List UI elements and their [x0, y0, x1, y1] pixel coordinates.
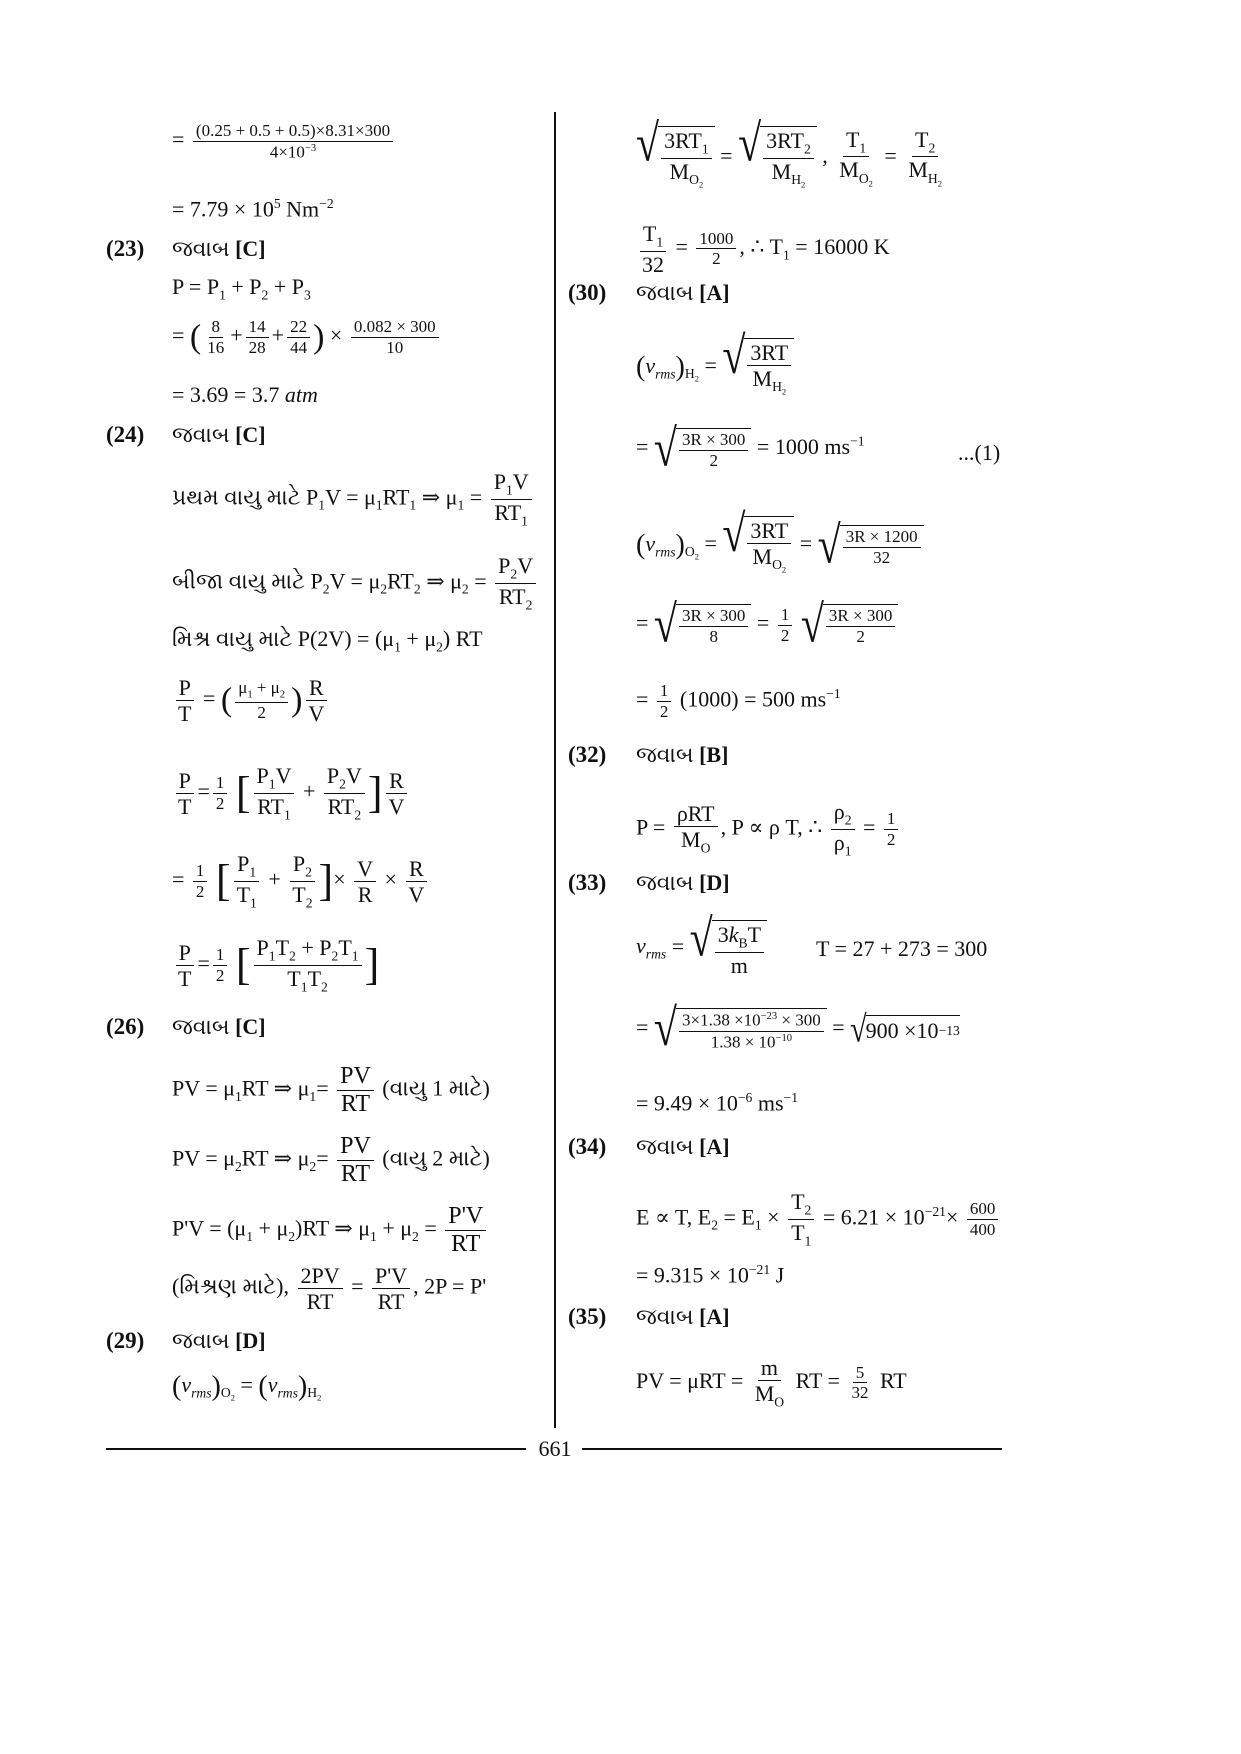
answer-label: જવાબ [A]	[636, 280, 730, 305]
answer-label: જવાબ [D]	[636, 870, 730, 895]
question-number: (33)	[568, 870, 607, 895]
equation: $(v_{rms})_{O_2} = (v_{rms})_{H_2}$	[172, 1370, 322, 1404]
equation: = $9.315 \times 10^{-21}$ J	[636, 1262, 785, 1288]
equation: E ∝ T, $E_2 = E_1$ × $\frac{T_2}{T_1}$ = $6.21 \times 10^{-21}\times$ $\frac{600}{400}$	[636, 1190, 1001, 1248]
answer-label: જવાબ [B]	[636, 742, 729, 767]
equation: $\frac{P}{T}$ = $\frac{1}{2}$ [ $\frac{P_1T_2 + P_2T_1}{T_1T_2}$ ]	[172, 936, 379, 994]
equation: √ $\frac{3RT_1}{M_{O_2}}$ = √ $\frac{3RT_2}{M_{H_2}}$ , $\frac{T_1}{M_{O_2}}$ = $\frac{T_2}{M_{H_2}}$	[636, 115, 942, 190]
answer-label: જવાબ [A]	[636, 1134, 730, 1159]
question-number: (35)	[568, 1304, 607, 1329]
column-divider	[554, 112, 556, 1428]
equation: = ( $\frac{8}{16}$ + $\frac{14}{28}$ + $\frac{22}{44}$ ) × $\frac{0.082 \times 300}{10}$	[172, 318, 442, 357]
equation: $P = P_1 + P_2 + P_3$	[172, 274, 311, 303]
equation: PV = $\mu_1RT$ ⇒ $\mu_1=$ $\frac{PV}{RT}$ (વાયુ 1 માટે)	[172, 1063, 490, 1118]
eq-carry-1: = $\frac{(0.25 + 0.5 + 0.5)\times 8.31\times 300}{4\times 10^{-3}}$	[172, 122, 396, 161]
answer-label: જવાબ [C]	[172, 1014, 266, 1039]
answer-label: જવાબ [D]	[172, 1328, 266, 1353]
equation: (મિશ્રણ માટે), $\frac{2PV}{RT}$ = $\frac{P'V}{RT}$ , 2P = P'	[172, 1263, 487, 1315]
question-number: (32)	[568, 742, 607, 767]
equation: $P'V = (\mu_1 + \mu_2)RT$ ⇒ $\mu_1 + \mu_2$ = $\frac{P'V}{RT}$	[172, 1204, 489, 1257]
equation-ref: ...(1)	[958, 440, 1001, 465]
equation: $v_{rms}$ = √ $\frac{3k_BT}{m}$	[636, 920, 767, 977]
equation: P = $\frac{\text{ρRT}}{M_O}$ , P ∝ ρ T, ∴ $\frac{\rho_2}{\rho_1}$ = $\frac{1}{2}$	[636, 800, 901, 858]
footer-rule-right	[582, 1448, 1002, 1450]
question-number: (23)	[106, 236, 145, 261]
eq-carry-2: = $7.79 \times 10^5$ $Nm^{-2}$	[172, 196, 334, 222]
equation: = 3.69 = 3.7 atm	[172, 382, 318, 407]
equation: = $\frac{1}{2}$ [ $\frac{P_1}{T_1}$ + $\frac{P_2}{T_2}$ ]× $\frac{V}{R}$ × $\frac{R}{V}$	[172, 852, 430, 910]
equation: $\frac{P}{T}$ = $\frac{1}{2}$ [ $\frac{P_1V}{RT_1}$ + $\frac{P_2V}{RT_2}$ ] $\frac{R}{V}$	[172, 764, 410, 822]
equation: PV = $\mu_2RT$ ⇒ $\mu_2=$ $\frac{PV}{RT}$ (વાયુ 2 માટે)	[172, 1133, 490, 1188]
equation: $(v_{rms})_{O_2}$ = √ $\frac{3RT}{M_{O_2}}$ = √ $\frac{3R \times 1200}{32}$	[636, 516, 924, 575]
question-number: (26)	[106, 1014, 145, 1039]
equation: = √ $\frac{3\times 1.38 \times 10^{-23} \times 300}{1.38 \times 10^{-10}}$ = √ 900 ×10 −13	[636, 1000, 960, 1058]
answer-label: જવાબ [A]	[636, 1304, 730, 1329]
equation: $(v_{rms})_{H_2}$ = √ $\frac{3RT}{M_{H_2}}$	[636, 338, 794, 397]
answer-label: જવાબ [C]	[172, 236, 266, 261]
equation: $\frac{T_1}{32}$ = $\frac{1000}{2}$ , ∴ $T_1 = 16000$ K	[636, 222, 890, 276]
equation: PV = μRT = $\frac{m}{M_O}$ RT = $\frac{5}{32}$ RT	[636, 1355, 907, 1410]
temperature-note: T = 27 + 273 = 300	[816, 936, 988, 961]
question-number: (30)	[568, 280, 607, 305]
equation: = $9.49 \times 10^{-6}$ $ms^{-1}$	[636, 1090, 799, 1116]
equation: = √ $\frac{3R \times 300}{2}$ = 1000 $ms^{-1}$	[636, 420, 865, 478]
footer-rule-left	[106, 1448, 526, 1450]
equation: = √ $\frac{3R \times 300}{8}$ = $\frac{1}{2}$ √ $\frac{3R \times 300}{2}$	[636, 604, 898, 646]
equation: મિશ્ર વાયુ માટે $P(2V) = (\mu_1 + \mu_2)$ RT	[172, 626, 483, 655]
equation: = $\frac{1}{2}$ (1000) = 500 $ms^{-1}$	[636, 681, 841, 721]
page-number: 661	[538, 1436, 572, 1461]
equation: $\frac{P}{T}$ = ( $\frac{\mu_1 + \mu_2}{2}$ ) $\frac{R}{V}$	[172, 676, 330, 725]
equation: પ્રથમ વાયુ માટે $P_1V = \mu_1RT_1$ ⇒ $\mu_1$ = $\frac{P_1V}{RT_1}$	[172, 470, 535, 528]
equation: બીજા વાયુ માટે $P_2V = \mu_2RT_2$ ⇒ $\mu_2$ = $\frac{P_2V}{RT_2}$	[172, 554, 539, 612]
question-number: (29)	[106, 1328, 145, 1353]
question-number: (24)	[106, 422, 145, 447]
answer-label: જવાબ [C]	[172, 422, 266, 447]
question-number: (34)	[568, 1134, 607, 1159]
